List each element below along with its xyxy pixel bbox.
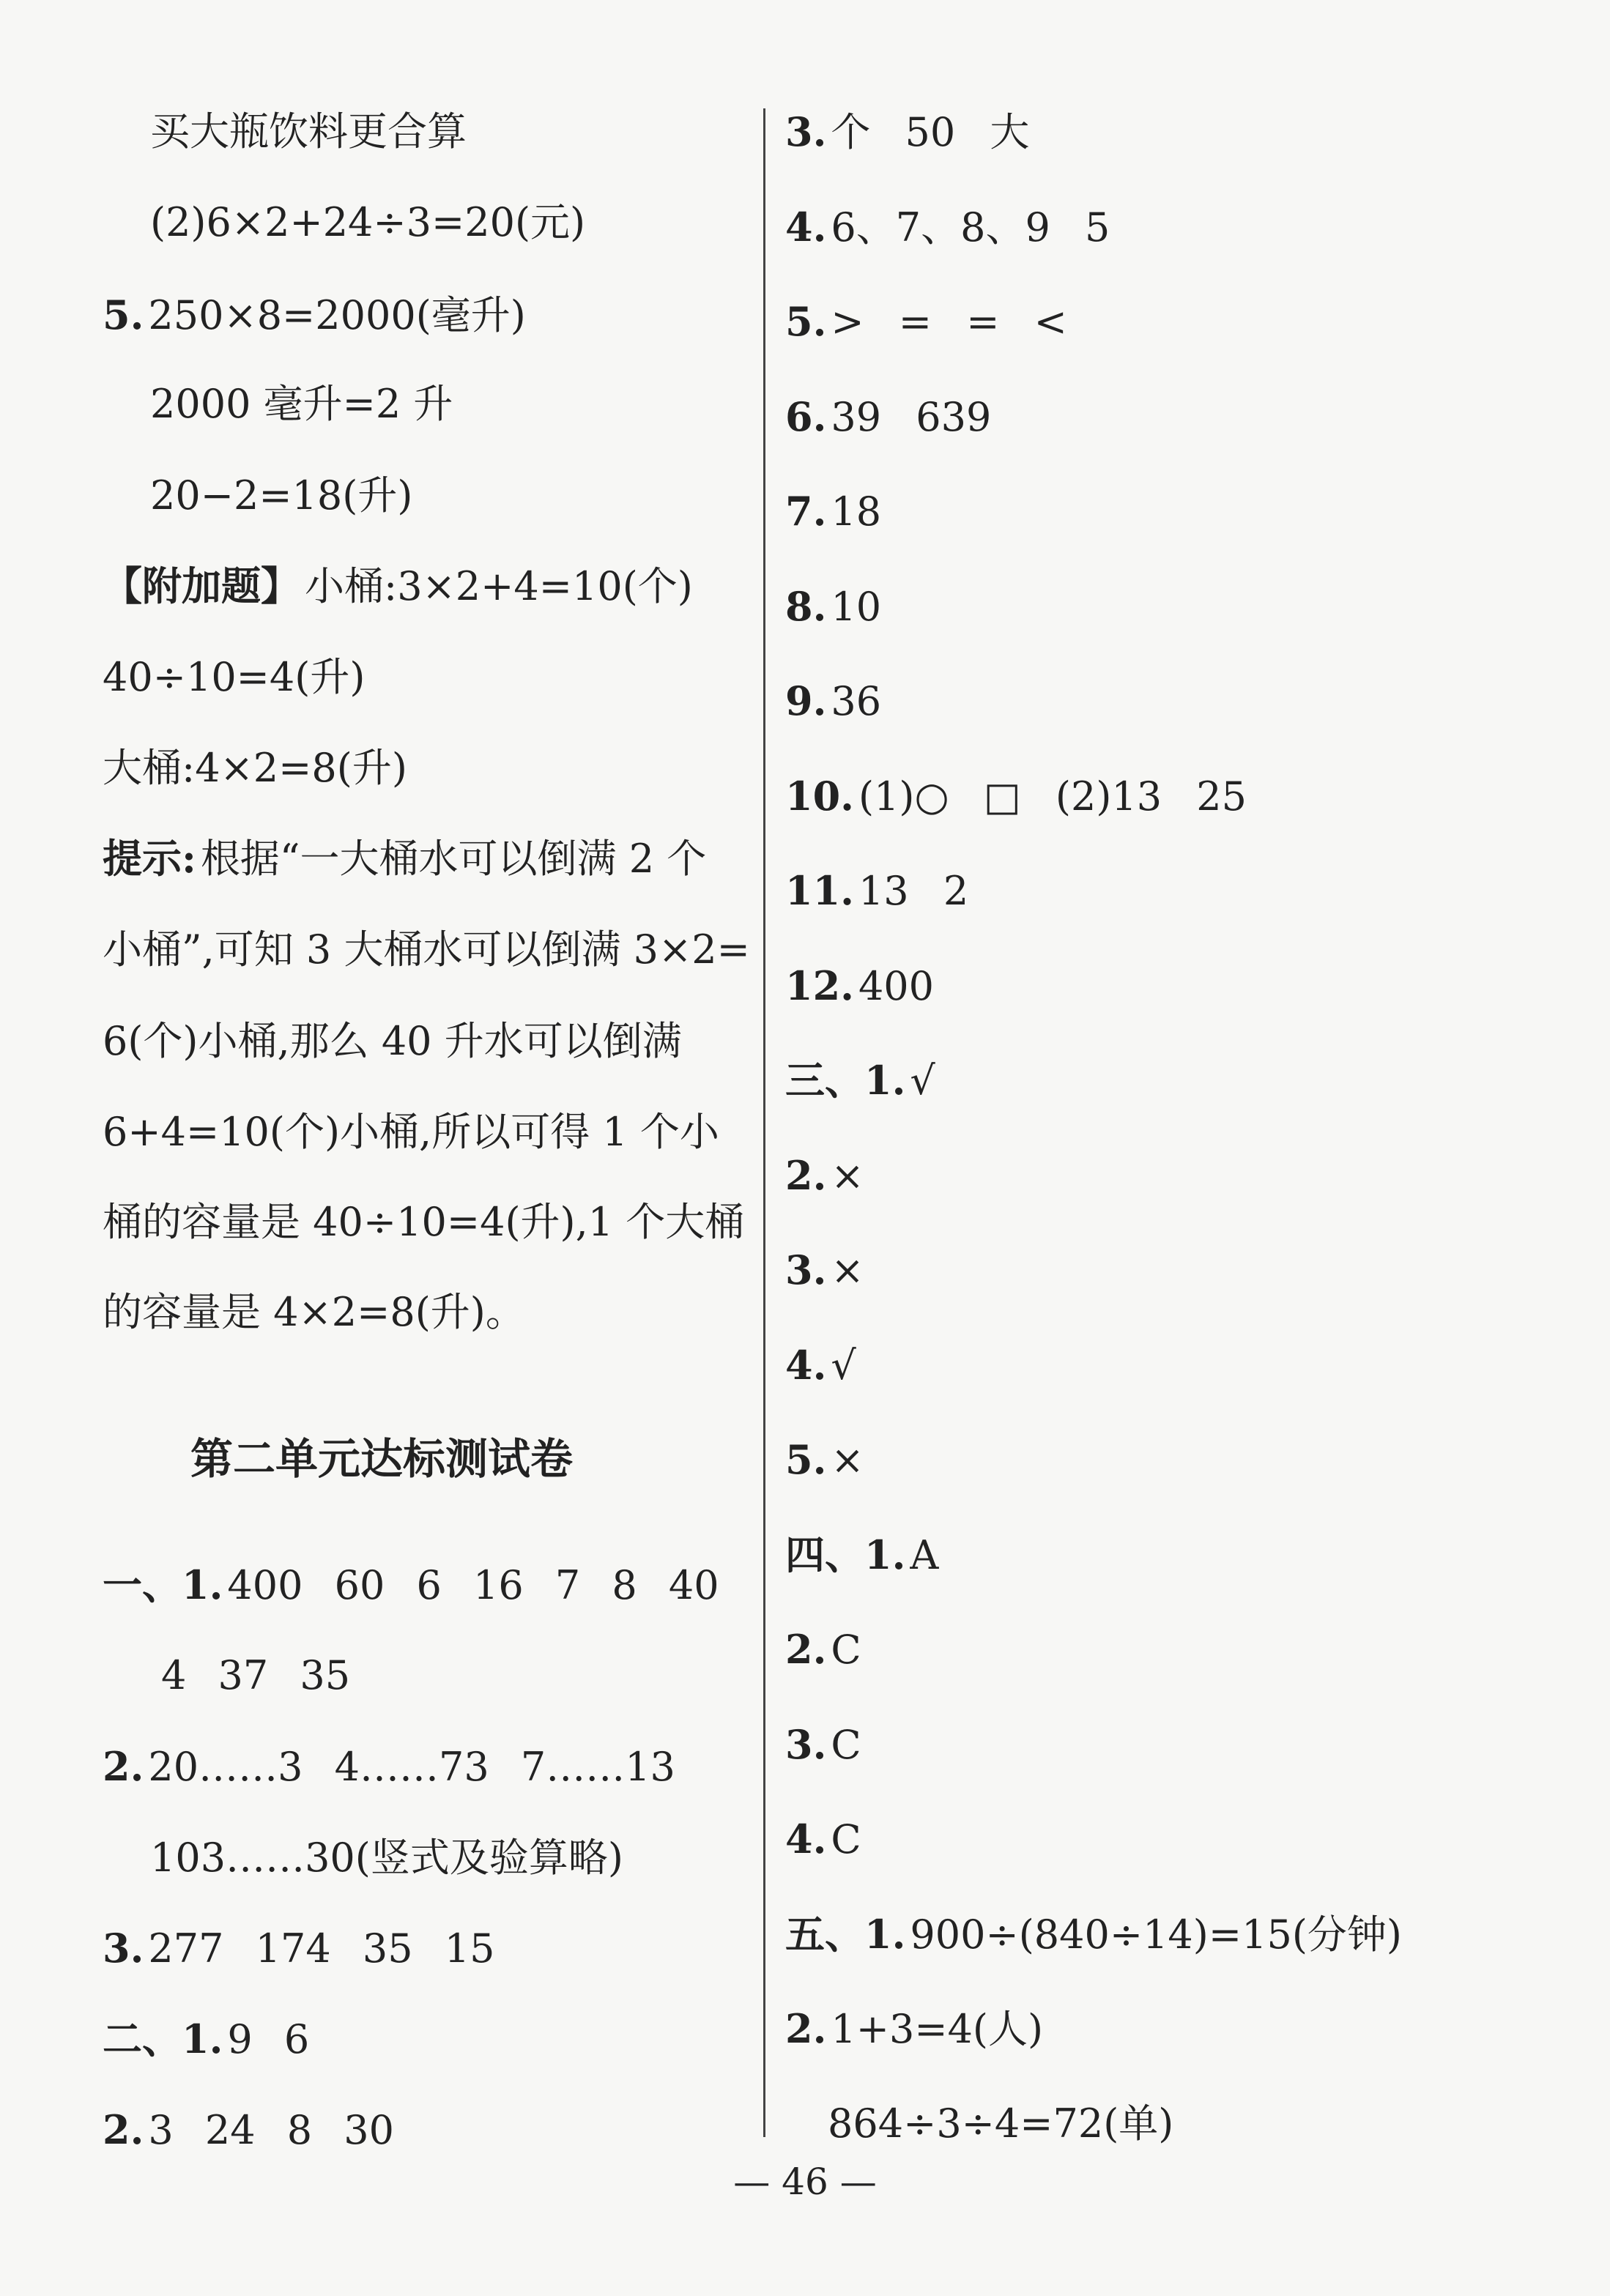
right-item bbox=[785, 1057, 935, 1104]
right-item bbox=[785, 488, 881, 535]
question-number: 6. bbox=[785, 393, 827, 440]
question-number: 2. bbox=[785, 2005, 827, 2052]
left-line-2: (2)6×2+24÷3=20(元) bbox=[150, 199, 586, 245]
sec1-text-5: 277 174 35 15 bbox=[148, 1925, 495, 1972]
sec2-label-2: 2. bbox=[103, 2106, 144, 2153]
hint-line-3: 6(个)小桶,那么 40 升水可以倒满 bbox=[103, 1018, 682, 1064]
right-item bbox=[785, 1531, 938, 1579]
right-item bbox=[785, 1626, 861, 1673]
question-number: 3. bbox=[785, 108, 827, 155]
answer-text: C bbox=[831, 1816, 861, 1862]
right-item bbox=[785, 2005, 1043, 2053]
sec1-line-5 bbox=[103, 1925, 494, 1972]
right-item bbox=[785, 1247, 864, 1294]
hint-line-6: 的容量是 4×2=8(升)。 bbox=[103, 1289, 525, 1335]
sec2-text-1: 9 6 bbox=[227, 2016, 310, 2062]
right-item bbox=[785, 1436, 864, 1484]
answer-text: 6、7、8、9 5 bbox=[831, 204, 1110, 250]
answer-text: C bbox=[831, 1722, 861, 1768]
sec1-line-1 bbox=[103, 1561, 719, 1609]
hint-label: 提示: bbox=[103, 835, 196, 882]
question-number: 三、1. bbox=[785, 1057, 906, 1104]
question-number: 四、1. bbox=[785, 1531, 906, 1578]
answer-text: 13 2 bbox=[858, 868, 969, 914]
question-number: 4. bbox=[785, 1342, 827, 1389]
hint-line-4: 6+4=10(个)小桶,所以可得 1 个小 bbox=[103, 1109, 719, 1155]
sec2-text-2: 3 24 8 30 bbox=[148, 2107, 395, 2153]
question-number: 2. bbox=[785, 1626, 827, 1673]
answer-text: 900÷(840÷14)=15(分钟) bbox=[910, 1912, 1402, 1958]
question-number: 10. bbox=[785, 773, 854, 820]
question-number: 3. bbox=[785, 1247, 827, 1293]
sec1-label-3: 2. bbox=[103, 1743, 144, 1790]
answer-text: 36 bbox=[831, 678, 882, 724]
extra-label: 【附加题】 bbox=[103, 562, 300, 609]
question-number: 5. bbox=[785, 1436, 827, 1483]
page-number: — 46 — bbox=[733, 2161, 877, 2203]
right-item bbox=[785, 677, 881, 725]
question-number: 4. bbox=[785, 204, 827, 250]
extra-text: 小桶:3×2+4=10(个) bbox=[305, 563, 693, 609]
q5-text: 250×8=2000(毫升) bbox=[148, 292, 526, 338]
sec1-text-3: 20……3 4……73 7……13 bbox=[148, 1744, 675, 1790]
right-item bbox=[785, 298, 1067, 346]
question-number: 5. bbox=[103, 291, 144, 338]
section-title: 第二单元达标测试卷 bbox=[190, 1434, 573, 1484]
question-number: 12. bbox=[785, 962, 854, 1009]
answer-text: 400 bbox=[858, 963, 935, 1009]
answer-text: C bbox=[831, 1627, 861, 1673]
right-item bbox=[785, 1342, 856, 1389]
question-number: 11. bbox=[785, 867, 854, 914]
answer-text: 18 bbox=[831, 488, 882, 535]
sec2-label-1: 二、1. bbox=[103, 2015, 223, 2062]
hint-line-1 bbox=[103, 835, 706, 883]
answer-text: × bbox=[831, 1153, 864, 1199]
sec2-line-2 bbox=[103, 2106, 394, 2154]
answer-text: √ bbox=[910, 1058, 935, 1104]
right-item bbox=[785, 1152, 864, 1200]
question-number: 7. bbox=[785, 488, 827, 535]
right-item bbox=[785, 204, 1110, 251]
right-item bbox=[785, 393, 991, 441]
answer-text: 39 639 bbox=[831, 394, 992, 440]
sec1-line-4: 103……30(竖式及验算略) bbox=[150, 1835, 623, 1881]
question-number: 4. bbox=[785, 1816, 827, 1862]
right-item bbox=[828, 2100, 1173, 2147]
left-line-1: 买大瓶饮料更合算 bbox=[150, 108, 467, 155]
left-line-8: 大桶:4×2=8(升) bbox=[103, 745, 407, 791]
right-item bbox=[785, 1911, 1402, 1958]
answer-text: √ bbox=[831, 1342, 856, 1389]
question-number: 5. bbox=[785, 298, 827, 345]
sec1-label-5: 3. bbox=[103, 1925, 144, 1972]
hint-line-2: 小桶”,可知 3 大桶水可以倒满 3×2= bbox=[103, 926, 750, 973]
question-number: 9. bbox=[785, 677, 827, 724]
answer-text: A bbox=[910, 1532, 939, 1578]
answer-text: 1+3=4(人) bbox=[831, 2006, 1044, 2052]
left-line-4: 2000 毫升=2 升 bbox=[150, 381, 453, 427]
answer-text: 个 50 大 bbox=[831, 109, 1030, 155]
left-line-5: 20−2=18(升) bbox=[150, 472, 413, 519]
sec1-label-1: 一、1. bbox=[103, 1561, 223, 1608]
answer-text: (1)○ □ (2)13 25 bbox=[858, 773, 1247, 820]
question-number: 3. bbox=[785, 1721, 827, 1768]
column-divider bbox=[763, 108, 765, 2137]
answer-text: × bbox=[831, 1437, 864, 1483]
sec1-line-3 bbox=[103, 1743, 675, 1791]
right-item bbox=[785, 1816, 861, 1863]
question-number: 五、1. bbox=[785, 1911, 906, 1958]
right-item bbox=[785, 867, 968, 915]
answer-text: > = = < bbox=[831, 299, 1067, 345]
left-line-7: 40÷10=4(升) bbox=[103, 654, 366, 700]
answer-text: × bbox=[831, 1247, 864, 1293]
right-item bbox=[785, 773, 1247, 820]
sec2-line-1 bbox=[103, 2015, 309, 2063]
right-item bbox=[785, 962, 934, 1010]
answer-text: 10 bbox=[831, 584, 882, 630]
hint-text-1: 根据“一大桶水可以倒满 2 个 bbox=[200, 836, 707, 882]
question-number: 2. bbox=[785, 1152, 827, 1199]
hint-line-5: 桶的容量是 40÷10=4(升),1 个大桶 bbox=[103, 1199, 745, 1245]
right-item bbox=[785, 583, 881, 631]
sec1-line-2: 4 37 35 bbox=[161, 1652, 351, 1698]
question-number: 8. bbox=[785, 583, 827, 630]
left-q5 bbox=[103, 291, 526, 339]
answer-text: 864÷3÷4=72(单) bbox=[828, 2100, 1174, 2147]
right-item bbox=[785, 1721, 861, 1769]
sec1-text-1: 400 60 6 16 7 8 40 bbox=[227, 1562, 719, 1608]
right-item bbox=[785, 108, 1029, 156]
extra-question bbox=[103, 562, 693, 610]
